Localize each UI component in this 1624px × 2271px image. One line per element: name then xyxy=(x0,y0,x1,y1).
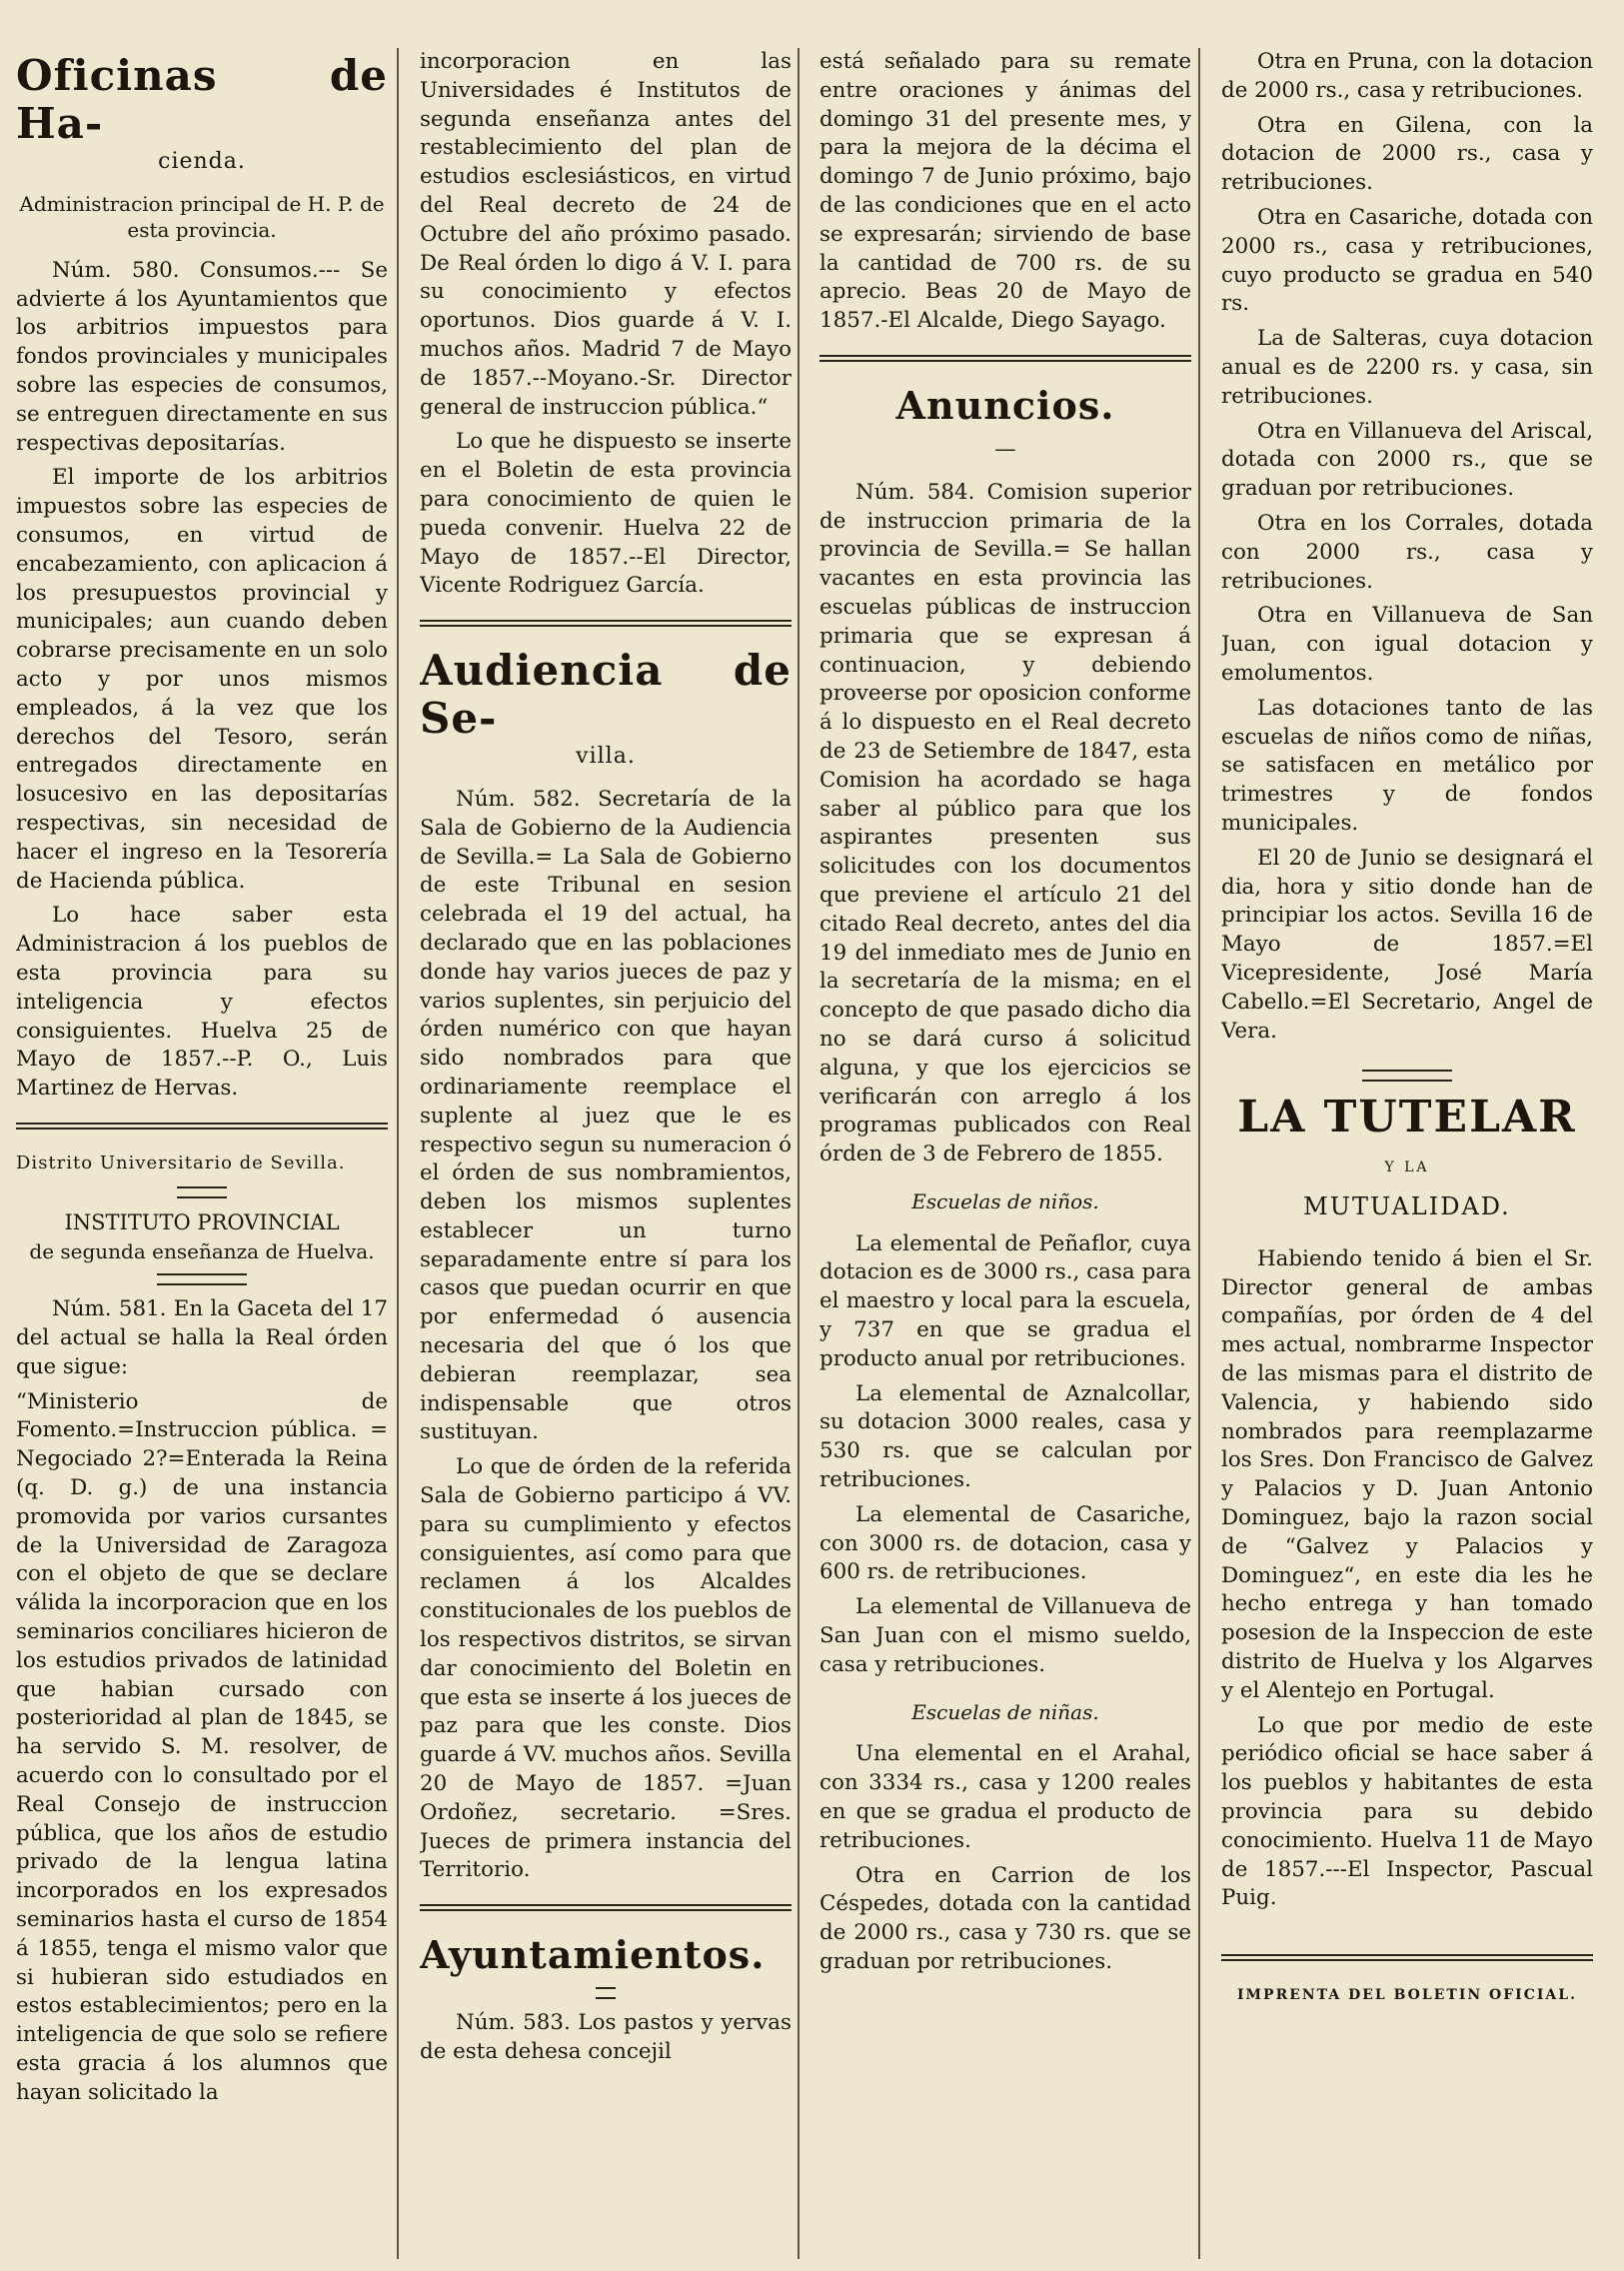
list-item: Otra en Villanueva de San Juan, con igual dotacion y emolumentos. xyxy=(1221,603,1593,686)
distrito-heading: Distrito Universitario de Sevilla. xyxy=(16,1151,346,1173)
column-3 xyxy=(819,48,1191,2259)
paragraph: Lo que de órden de la referida Sala de Gobierno participo á VV. para su cumplimiento y efectos consiguientes, así como para que reclamen á los Alcaldes constitucionales de los pueblos de los respectivos distritos, se sirvan dar conocimiento del Boletin en que esta se inserte á los jueces de paz para que les conste. Dios guarde á VV. muchos años. Sevilla 20 de Mayo de 1857. =Juan Ordoñez, secretario. =Sres. Jueces de primera instancia del Territorio. xyxy=(420,1454,792,1883)
list-item: La elemental de Peñaflor, cuya dotacion es de 3000 rs., casa para el maestro y local para la escuela, y 737 en que se gradua el producto anual por retribuciones. xyxy=(819,1230,1191,1371)
paragraph: Lo que por medio de este periódico oficial se hace saber á los pueblos y habitantes de esta provincia para su debido conocimiento. Huelva 11 de Mayo de 1857.---El Inspector, Pascual Puig. xyxy=(1221,1712,1593,1911)
list-item: Otra en Gilena, con la dotacion de 2000 rs., casa y retribuciones. xyxy=(1221,112,1593,196)
separator-rule xyxy=(16,1122,388,1132)
list-item: La de Salteras, cuya dotacion anual es de 2200 rs. y casa, sin retribuciones. xyxy=(1221,326,1593,409)
list-item: Una elemental en el Arahal, con 3334 rs., casa y 1200 reales en que se gradua el producto de retribuciones. xyxy=(819,1741,1191,1853)
section-heading-ayuntamientos: Ayuntamientos. xyxy=(420,1932,766,1978)
list-item: La elemental de Aznalcollar, su dotacion 3000 reales, casa y 530 rs. que se calculan por retribuciones. xyxy=(819,1380,1191,1493)
paragraph: Las dotaciones tanto de las escuelas de niños como de niñas, se satisfacen en metálico por trimestres y de fondos municipales. xyxy=(1221,695,1593,836)
column-rule xyxy=(798,48,800,2259)
section-heading-audiencia: Audiencia de Se- xyxy=(420,646,792,744)
subheading-ninos: Escuelas de niños. xyxy=(911,1188,1099,1213)
separator-rule xyxy=(1221,1953,1593,1963)
paragraph: “Ministerio de Fomento.=Instruccion pública. = Negociado 2?=Enterada la Reina (q. D. g.) de una instancia promovida por varios cursantes de la Universidad de Zaragoza con el objeto de que se declare válida la incorporacion que en los seminarios conciliares hicieron de los estudios privados de latinidad que habian cursado con posterioridad al plan de 1845, se ha servido S. M. resolver, de acuerdo con lo consultado por el Real Consejo de instruccion pública, que los años de estudio privado de la lengua latina incorporados en los expresados seminarios hasta el curso de 1854 á 1855, tenga el mismo valor que si hubieran sido estudiados en estos establecimientos; pero en la inteligencia de que solo se refiere esta gracia á los alumnos que hayan solicitado la xyxy=(16,1388,388,2105)
notice-581: Núm. 581. En la Gaceta del 17 del actual se halla la Real órden que sigue: xyxy=(16,1296,388,1379)
paragraph: Lo hace saber esta Administracion á los pueblos de esta provincia para su inteligencia y efectos consiguientes. Huelva 25 de Mayo de 1857.--P. O., Luis Martinez de Hervas. xyxy=(16,903,388,1102)
y-la-text: Y LA xyxy=(1384,1159,1430,1176)
column-4 xyxy=(1221,48,1593,2259)
dash: — xyxy=(994,436,1016,462)
list-item: Otra en Casariche, dotada con 2000 rs., casa y retribuciones, cuyo producto se gradua en 540 rs. xyxy=(1221,204,1593,317)
separator-rule xyxy=(819,354,1191,364)
list-item: La elemental de Casariche, con 3000 rs. de dotacion, casa y 600 rs. de retribuciones. xyxy=(819,1501,1191,1585)
la-tutelar-heading: LA TUTELAR xyxy=(1237,1092,1577,1143)
notice-582: Núm. 582. Secretaría de la Sala de Gobierno de la Audiencia de Sevilla.= La Sala de Gobierno de este Tribunal en sesion celebrada el 19 del actual, ha declarado que en las poblaciones donde hay varios jueces de paz y varios suplentes, sin perjuicio del órden numérico con que hayan sido nombrados para que ordinariamente reemplace el suplente al juez que le es respectivo segun su numeracion ó el órden de sus nombramientos, deben los mismos suplentes establecer un turno separadamente entre sí para los casos que puedan ocurrir en que por enfermedad ó ausencia necesaria del que ó los que debieran reemplazar, sea indispensable que otros sustituyan. xyxy=(420,786,792,1445)
column-2 xyxy=(420,48,792,2259)
list-item: Otra en Carrion de los Céspedes, dotada con la cantidad de 2000 rs., casa y 730 rs. que se graduan por retribuciones. xyxy=(819,1862,1191,1975)
list-item: Otra en Villanueva del Ariscal, dotada con 2000 rs., que se graduan por retribuciones. xyxy=(1221,418,1593,502)
paragraph: El importe de los arbitrios impuestos sobre las especies de consumos, en virtud de encabezamiento, con aplicacion á los presupuestos provincial y municipales; aun cuando deben cobrarse precisamente en un solo acto y por unos mismos empleados, á la vez que los derechos del Tesoro, serán entregados directamente en losucesivo en las depositarías respectivas, sin necesidad de hacer el ingreso en la Tesorería de Hacienda pública. xyxy=(16,465,388,894)
column-rule xyxy=(1198,48,1200,2259)
section-heading-hacienda: Oficinas de Ha- xyxy=(16,51,388,148)
list-item: Otra en Pruna, con la dotacion de 2000 rs., casa y retribuciones. xyxy=(1221,49,1593,103)
notice-584: Núm. 584. Comision superior de instruccion primaria de la provincia de Sevilla.= Se hallan vacantes en esta provincia las escuelas públicas de instruccion primaria que se expresan á continuacion, y debiendo proveerse por oposicion conforme á lo dispuesto en el Real decreto de 23 de Setiembre de 1847, esta Comision ha acordado se haga saber al público para que los aspirantes presenten sus solicitudes con los documentos que previene el artículo 21 del citado Real decreto, antes del dia 19 del inmediato mes de Junio en la secretaría de la misma; en el concepto de que pasado dicho dia no se dará curso á solicitud alguna, y que los ejercicios se verificarán con arreglo á los programas publicados con Real órden de 3 de Febrero de 1855. xyxy=(819,479,1191,1167)
paragraph: Lo que he dispuesto se inserte en el Boletin de esta provincia para conocimiento de quien le pueda convenir. Huelva 22 de Mayo de 1857.--El Director, Vicente Rodriguez García. xyxy=(420,429,792,599)
mini-rule xyxy=(1362,1070,1452,1082)
list-item: La elemental de Villanueva de San Juan con el mismo sueldo, casa y retribuciones. xyxy=(819,1594,1191,1677)
section-heading-cont: villa. xyxy=(576,744,636,770)
section-heading-anuncios: Anuncios. xyxy=(895,382,1115,428)
list-item: Otra en los Corrales, dotada con 2000 rs., casa y retribuciones. xyxy=(1221,510,1593,594)
mutualidad-heading: MUTUALIDAD. xyxy=(1303,1192,1511,1221)
instituto-subheading: de segunda enseñanza de Huelva. xyxy=(29,1238,375,1263)
mini-rule xyxy=(157,1273,247,1285)
subheading-ninas: Escuelas de niñas. xyxy=(911,1699,1099,1724)
paragraph: Habiendo tenido á bien el Sr. Director general de ambas compañías, por órden de 4 del mes actual, nombrarme Inspector de las mismas para el distrito de Valencia, y habiendo sido nombrados para reemplazarme los Sres. Don Francisco de Galvez y Palacios y D. Juan Antonio Dominguez, bajo la razon social de “Galvez y Palacios y Dominguez“, en este dia les he hecho entrega y han tomado posesion de la Inspeccion de este distrito de Huelva y los Algarves y el Alentejo en Portugal. xyxy=(1221,1245,1593,1703)
column-1 xyxy=(16,48,388,2259)
separator-rule xyxy=(420,619,792,629)
separator-rule xyxy=(420,1903,792,1913)
notice-580: Núm. 580. Consumos.--- Se advierte á los Ayuntamientos que los arbitrios impuestos para fondos provinciales y municipales sobre las especies de consumos, se entreguen directamente en sus respectivas depositarías. xyxy=(16,257,388,456)
notice-583: Núm. 583. Los pastos y yervas de esta dehesa concejil xyxy=(420,2010,792,2065)
section-heading-cont: cienda. xyxy=(158,149,246,174)
subheading: Administracion principal de H. P. de esta provincia. xyxy=(19,191,385,242)
column-rule xyxy=(397,48,399,2259)
instituto-heading: INSTITUTO PROVINCIAL xyxy=(64,1209,340,1234)
imprenta-footer: IMPRENTA DEL BOLETIN OFICIAL. xyxy=(1237,1987,1577,2004)
paragraph: incorporacion en las Universidades é Institutos de segunda enseñanza antes del restablecimiento del plan de estudios esclesiásticos, en virtud del Real decreto de 24 de Octubre del año próximo pasado. De Real órden lo digo á V. I. para su conocimiento y efectos oportunos. Dios guarde á V. I. muchos años. Madrid 7 de Mayo de 1857.--Moyano.-Sr. Director general de instruccion pública.“ xyxy=(420,49,792,420)
mini-rule xyxy=(596,1987,616,1999)
mini-rule xyxy=(177,1186,227,1198)
paragraph: está señalado para su remate entre oraciones y ánimas del domingo 31 del presente mes, y para la mejora de la décima el domingo 7 de Junio próximo, bajo de las condiciones que en el acto se expresarán; sirviendo de base la cantidad de 700 rs. de su aprecio. Beas 20 de Mayo de 1857.-El Alcalde, Diego Sayago. xyxy=(819,49,1191,334)
paragraph: El 20 de Junio se designará el dia, hora y sitio donde han de principiar los actos. Sevilla 16 de Mayo de 1857.=El Vicepresidente, José María Cabello.=El Secretario, Angel de Vera. xyxy=(1221,845,1593,1044)
